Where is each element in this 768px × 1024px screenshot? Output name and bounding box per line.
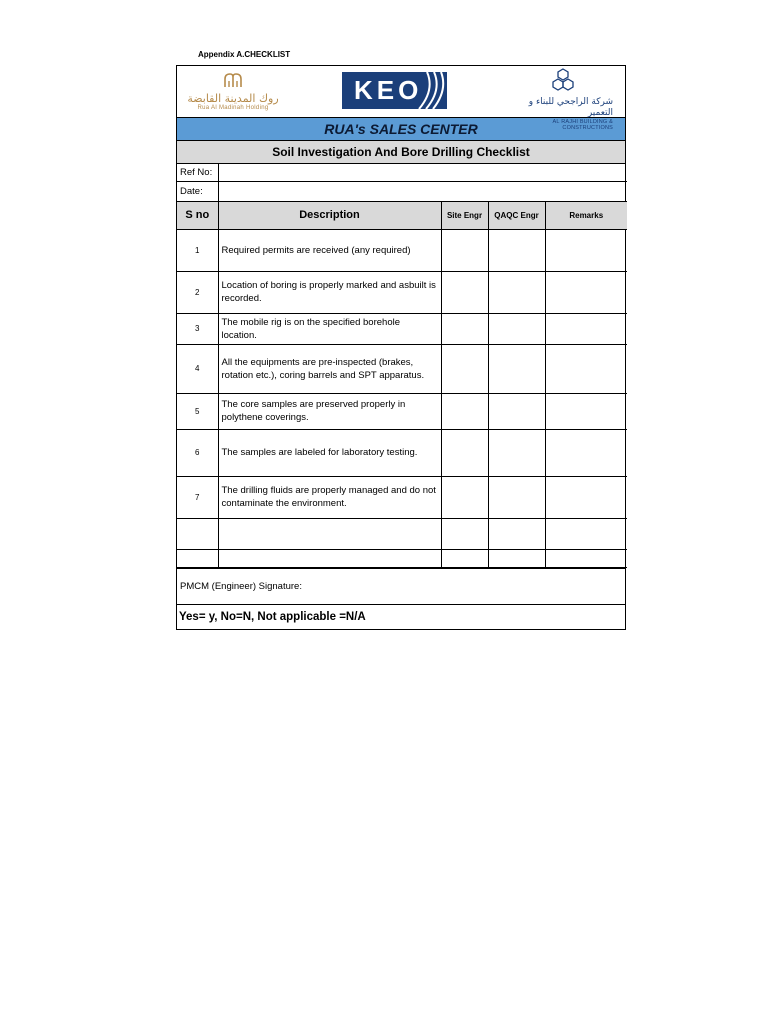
checklist-sheet bbox=[176, 65, 626, 630]
empty-cell[interactable] bbox=[218, 549, 441, 567]
appendix-label: Appendix A.CHECKLIST bbox=[198, 50, 291, 59]
keo-swoosh-icon bbox=[417, 72, 447, 109]
site-engr-cell[interactable] bbox=[441, 393, 488, 429]
site-engr-cell[interactable] bbox=[441, 429, 488, 476]
empty-cell[interactable] bbox=[545, 518, 627, 549]
signature-field[interactable]: PMCM (Engineer) Signature: bbox=[177, 568, 625, 605]
project-title: RUA's SALES CENTER bbox=[177, 118, 625, 141]
site-engr-cell[interactable] bbox=[441, 476, 488, 518]
hexagon-cluster-icon bbox=[551, 68, 575, 92]
row-number: 1 bbox=[177, 229, 218, 271]
table-row bbox=[177, 429, 627, 476]
qaqc-engr-cell[interactable] bbox=[488, 429, 545, 476]
site-engr-header: Site Engr bbox=[441, 201, 488, 229]
table-row bbox=[177, 313, 627, 344]
row-number: 4 bbox=[177, 344, 218, 393]
qaqc-engr-cell[interactable] bbox=[488, 271, 545, 313]
keo-logo bbox=[342, 72, 447, 109]
remarks-cell[interactable] bbox=[545, 229, 627, 271]
remarks-cell[interactable] bbox=[545, 429, 627, 476]
row-number: 5 bbox=[177, 393, 218, 429]
remarks-header: Remarks bbox=[545, 201, 627, 229]
table-row bbox=[177, 344, 627, 393]
checklist-table bbox=[177, 164, 627, 568]
empty-cell bbox=[177, 549, 218, 567]
qaqc-engr-cell[interactable] bbox=[488, 229, 545, 271]
table-row bbox=[177, 271, 627, 313]
remarks-cell[interactable] bbox=[545, 313, 627, 344]
empty-cell[interactable] bbox=[545, 549, 627, 567]
site-engr-cell[interactable] bbox=[441, 344, 488, 393]
qaqc-engr-cell[interactable] bbox=[488, 476, 545, 518]
empty-cell[interactable] bbox=[488, 549, 545, 567]
ref-no-field[interactable] bbox=[218, 164, 627, 181]
rua-al-madinah-logo bbox=[183, 72, 283, 112]
row-description: Location of boring is properly marked and asbuilt is recorded. bbox=[218, 271, 441, 313]
empty-cell[interactable] bbox=[218, 518, 441, 549]
site-engr-cell[interactable] bbox=[441, 313, 488, 344]
date-label: Date: bbox=[177, 181, 218, 201]
date-row bbox=[177, 181, 627, 201]
empty-table-row bbox=[177, 549, 627, 567]
arch-icon bbox=[222, 72, 244, 88]
qaqc-engr-header: QAQC Engr bbox=[488, 201, 545, 229]
ref-no-row bbox=[177, 164, 627, 181]
right-logo-arabic: شركة الراجحي للبناء و التعمير bbox=[528, 97, 613, 118]
row-number: 7 bbox=[177, 476, 218, 518]
table-row bbox=[177, 229, 627, 271]
remarks-cell[interactable] bbox=[545, 393, 627, 429]
remarks-cell[interactable] bbox=[545, 271, 627, 313]
empty-cell bbox=[177, 518, 218, 549]
table-row bbox=[177, 393, 627, 429]
date-field[interactable] bbox=[218, 181, 627, 201]
row-description: The core samples are preserved properly in polythene coverings. bbox=[218, 393, 441, 429]
al-rajhi-logo bbox=[503, 68, 613, 131]
qaqc-engr-cell[interactable] bbox=[488, 393, 545, 429]
qaqc-engr-cell[interactable] bbox=[488, 313, 545, 344]
row-description: The mobile rig is on the specified borehole location. bbox=[218, 313, 441, 344]
qaqc-engr-cell[interactable] bbox=[488, 344, 545, 393]
row-description: All the equipments are pre-inspected (brakes, rotation etc.), coring barrels and SPT apparatus. bbox=[218, 344, 441, 393]
row-number: 3 bbox=[177, 313, 218, 344]
checklist-title: Soil Investigation And Bore Drilling Checklist bbox=[177, 141, 625, 164]
empty-cell[interactable] bbox=[488, 518, 545, 549]
empty-cell[interactable] bbox=[441, 549, 488, 567]
sno-header: S no bbox=[177, 201, 218, 229]
description-header: Description bbox=[218, 201, 441, 229]
row-number: 6 bbox=[177, 429, 218, 476]
table-header-row bbox=[177, 201, 627, 229]
empty-cell[interactable] bbox=[441, 518, 488, 549]
legend-text: Yes= y, No=N, Not applicable =N/A bbox=[179, 610, 366, 623]
left-logo-latin: Rua Al Madinah Holding bbox=[197, 105, 269, 111]
remarks-cell[interactable] bbox=[545, 476, 627, 518]
site-engr-cell[interactable] bbox=[441, 271, 488, 313]
left-logo-arabic: روك المدينة القابضة bbox=[187, 92, 279, 105]
table-row bbox=[177, 476, 627, 518]
empty-table-row bbox=[177, 518, 627, 549]
right-logo-latin: AL RAJHI BUILDING & CONSTRUCTIONS bbox=[552, 119, 613, 131]
remarks-cell[interactable] bbox=[545, 344, 627, 393]
site-engr-cell[interactable] bbox=[441, 229, 488, 271]
row-description: The samples are labeled for laboratory testing. bbox=[218, 429, 441, 476]
keo-logo-text: KEO bbox=[354, 75, 423, 105]
row-description: Required permits are received (any required) bbox=[218, 229, 441, 271]
row-number: 2 bbox=[177, 271, 218, 313]
row-description: The drilling fluids are properly managed and do not contaminate the environment. bbox=[218, 476, 441, 518]
ref-no-label: Ref No: bbox=[177, 164, 218, 181]
